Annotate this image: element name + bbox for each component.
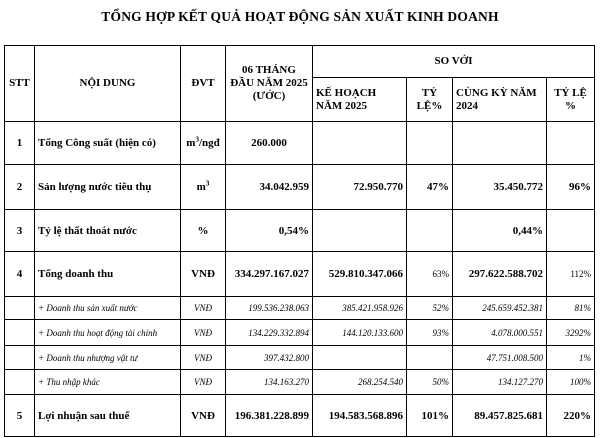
header-same-period: CÙNG KỲ NĂM 2024: [453, 78, 547, 122]
row-same-pct: 3292%: [547, 320, 595, 346]
row-plan-pct: 101%: [407, 395, 453, 437]
results-table: [4, 45, 595, 437]
row-same-pct: 1%: [547, 346, 595, 370]
row-unit: VNĐ: [181, 297, 226, 320]
row-same: 0,44%: [453, 210, 547, 252]
row-same: [453, 122, 547, 165]
row-plan: 385.421.958.926: [313, 297, 407, 320]
row-same: 47.751.008.500: [453, 346, 547, 370]
row-value: 397.432.800: [226, 346, 313, 370]
row-plan-pct: [407, 346, 453, 370]
row-stt: 4: [5, 252, 35, 297]
row-content: Tỷ lệ thất thoát nước: [35, 210, 181, 252]
row-value: 134.229.332.894: [226, 320, 313, 346]
row-content: + Doanh thu sản xuất nước: [35, 297, 181, 320]
header-compare: SO VỚI: [313, 46, 595, 78]
row-content: + Thu nhập khác: [35, 370, 181, 395]
row-same-pct: 96%: [547, 165, 595, 210]
table-row: [5, 320, 595, 346]
row-plan: [313, 122, 407, 165]
row-content: + Doanh thu nhượng vật tư: [35, 346, 181, 370]
row-content: Lợi nhuận sau thuế: [35, 395, 181, 437]
header-period: 06 THÁNG ĐẦU NĂM 2025 (ƯỚC): [226, 46, 313, 122]
row-unit: $m^3$: [181, 165, 226, 210]
row-same: 89.457.825.681: [453, 395, 547, 437]
row-stt: [5, 370, 35, 395]
row-plan-pct: 47%: [407, 165, 453, 210]
table-row: [5, 122, 595, 165]
row-stt: [5, 297, 35, 320]
page-title: TỔNG HỢP KẾT QUẢ HOẠT ĐỘNG SẢN XUẤT KINH DOANH: [101, 9, 499, 24]
row-unit: VNĐ: [181, 370, 226, 395]
row-value: 0,54%: [226, 210, 313, 252]
row-same: 245.659.452.381: [453, 297, 547, 320]
table-row: [5, 210, 595, 252]
row-same-pct: [547, 210, 595, 252]
row-plan-pct: [407, 122, 453, 165]
header-stt: STT: [5, 46, 35, 122]
row-value: 196.381.228.899: [226, 395, 313, 437]
row-plan: 268.254.540: [313, 370, 407, 395]
table-row: [5, 346, 595, 370]
row-value: 199.536.238.063: [226, 297, 313, 320]
header-same-pct: TỶ LỆ %: [547, 78, 595, 122]
row-same-pct: [547, 122, 595, 165]
row-unit: VNĐ: [181, 320, 226, 346]
row-same: 134.127.270: [453, 370, 547, 395]
row-stt: 1: [5, 122, 35, 165]
row-stt: [5, 320, 35, 346]
row-value: 260.000: [226, 122, 313, 165]
row-same-pct: 100%: [547, 370, 595, 395]
row-unit: %: [181, 210, 226, 252]
header-unit: ĐVT: [181, 46, 226, 122]
table-row: [5, 370, 595, 395]
table-row: [5, 252, 595, 297]
row-plan: [313, 210, 407, 252]
row-unit: VNĐ: [181, 252, 226, 297]
row-same-pct: 220%: [547, 395, 595, 437]
row-plan: [313, 346, 407, 370]
row-unit: $m^3$/ngđ: [181, 122, 226, 165]
row-same-pct: 112%: [547, 252, 595, 297]
row-value: 134.163.270: [226, 370, 313, 395]
row-stt: 2: [5, 165, 35, 210]
row-plan-pct: 63%: [407, 252, 453, 297]
row-content: Tổng doanh thu: [35, 252, 181, 297]
row-value: 334.297.167.027: [226, 252, 313, 297]
row-plan-pct: 93%: [407, 320, 453, 346]
row-value: 34.042.959: [226, 165, 313, 210]
header-content: NỘI DUNG: [35, 46, 181, 122]
row-stt: 5: [5, 395, 35, 437]
row-plan: 529.810.347.066: [313, 252, 407, 297]
row-content: + Doanh thu hoạt động tài chính: [35, 320, 181, 346]
row-stt: 3: [5, 210, 35, 252]
row-plan: 194.583.568.896: [313, 395, 407, 437]
row-same: 297.622.588.702: [453, 252, 547, 297]
table-row: [5, 165, 595, 210]
row-unit: VNĐ: [181, 395, 226, 437]
row-stt: [5, 346, 35, 370]
row-unit: VNĐ: [181, 346, 226, 370]
row-same-pct: 81%: [547, 297, 595, 320]
row-plan-pct: [407, 210, 453, 252]
row-same: 4.078.000.551: [453, 320, 547, 346]
row-plan: 72.950.770: [313, 165, 407, 210]
header-plan-pct: TỶ LỆ%: [407, 78, 453, 122]
table-row: [5, 395, 595, 437]
header-plan: KẾ HOẠCH NĂM 2025: [313, 78, 407, 122]
row-plan-pct: 52%: [407, 297, 453, 320]
row-same: 35.450.772: [453, 165, 547, 210]
table-row: [5, 297, 595, 320]
row-content: Sản lượng nước tiêu thụ: [35, 165, 181, 210]
row-plan-pct: 50%: [407, 370, 453, 395]
row-content: Tổng Công suất (hiện có): [35, 122, 181, 165]
header-row-1: [5, 46, 595, 78]
row-plan: 144.120.133.600: [313, 320, 407, 346]
